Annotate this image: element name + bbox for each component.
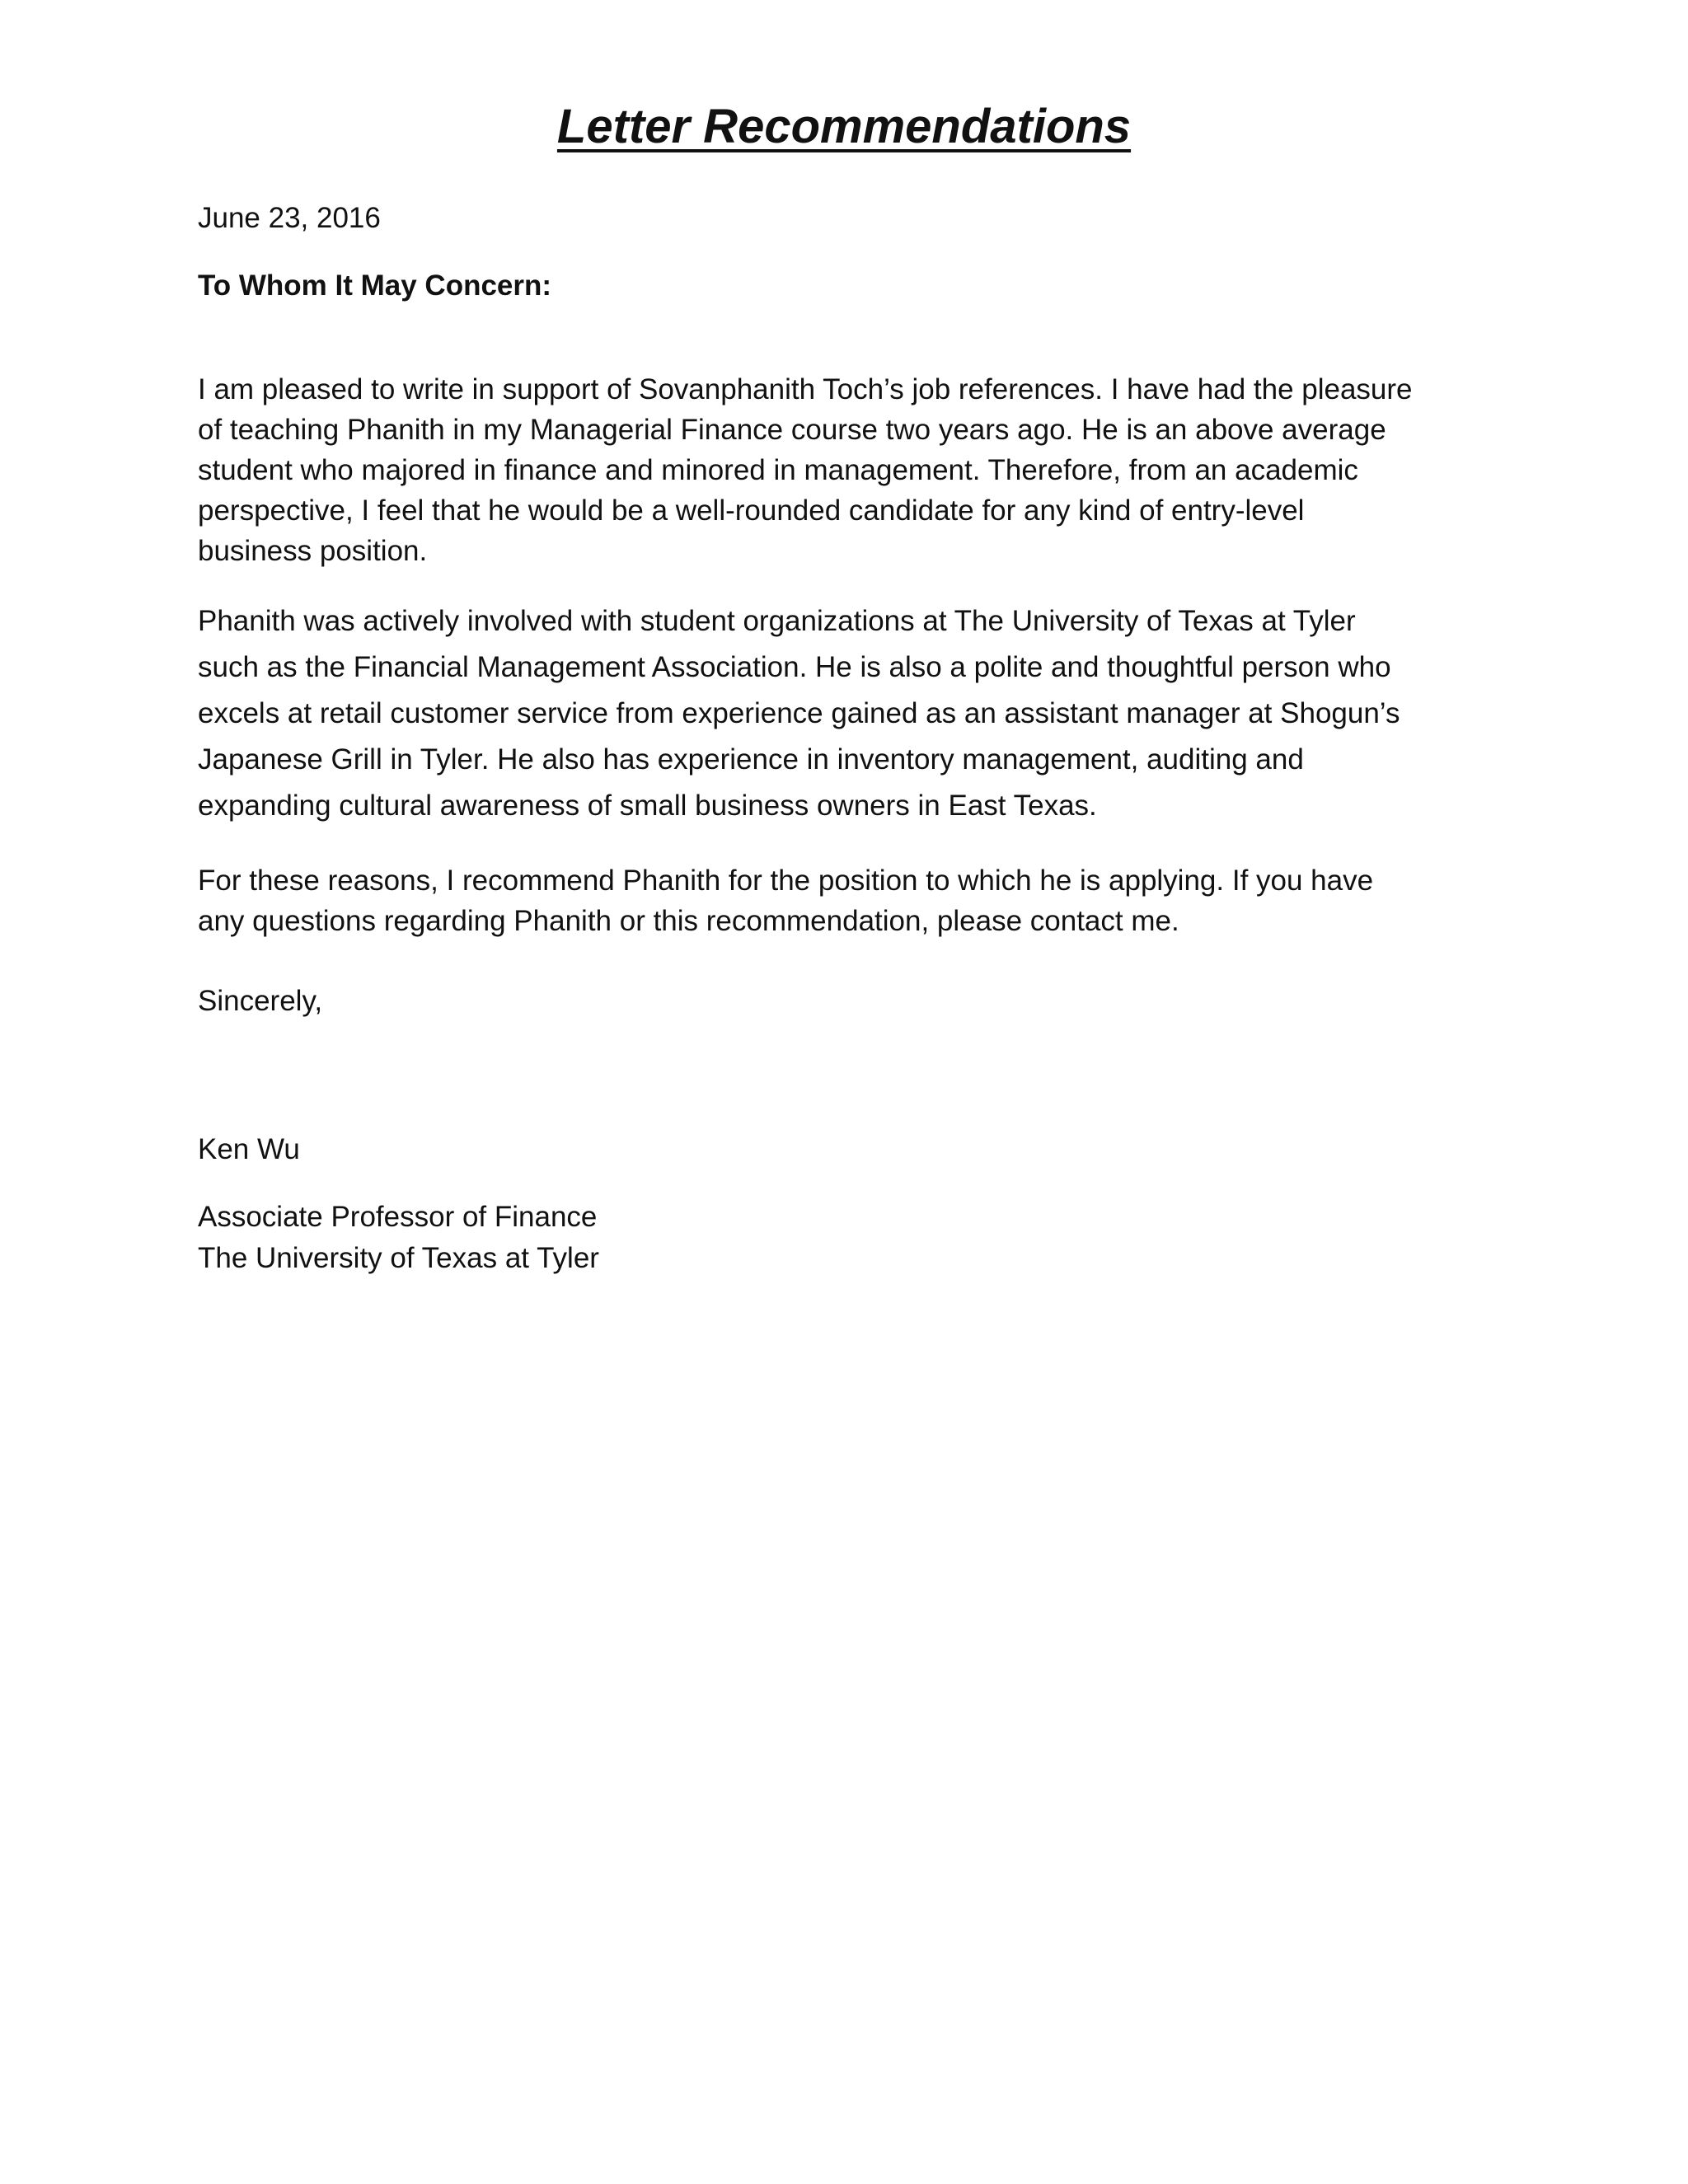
paragraph-line: of teaching Phanith in my Managerial Finance course two years ago. He is an above average [198,414,1386,446]
signature-institution: The University of Texas at Tyler [198,1242,599,1274]
closing: Sincerely, [198,985,323,1017]
paragraph-line: For these reasons, I recommend Phanith for the position to which he is applying. If you have [198,865,1374,897]
paragraph-1 [198,369,1492,571]
letter-date: June 23, 2016 [198,202,381,234]
paragraph-2 [198,598,1492,829]
signature-title: Associate Professor of Finance [198,1201,598,1233]
paragraph-line: excels at retail customer service from experience gained as an assistant manager at Shogun’s [198,697,1400,729]
paragraph-line: expanding cultural awareness of small business owners in East Texas. [198,790,1097,822]
paragraph-line: I am pleased to write in support of Sovanphanith Toch’s job references. I have had the pleasure [198,373,1413,405]
letter-title: Letter Recommendations [556,100,1132,153]
salutation: To Whom It May Concern: [198,269,552,302]
paragraph-line: such as the Financial Management Association. He is also a polite and thoughtful person who [198,651,1391,683]
paragraph-line: Japanese Grill in Tyler. He also has experience in inventory management, auditing and [198,743,1304,776]
paragraph-3 [198,860,1492,941]
paragraph-line: any questions regarding Phanith or this recommendation, please contact me. [198,905,1179,937]
paragraph-line: perspective, I feel that he would be a well-rounded candidate for any kind of entry-level [198,494,1305,527]
signature-name: Ken Wu [198,1133,300,1165]
paragraph-line: student who majored in finance and minored in management. Therefore, from an academic [198,454,1358,486]
paragraph-line: business position. [198,535,428,567]
paragraph-line: Phanith was actively involved with student organizations at The University of Texas at Tyler [198,605,1356,637]
